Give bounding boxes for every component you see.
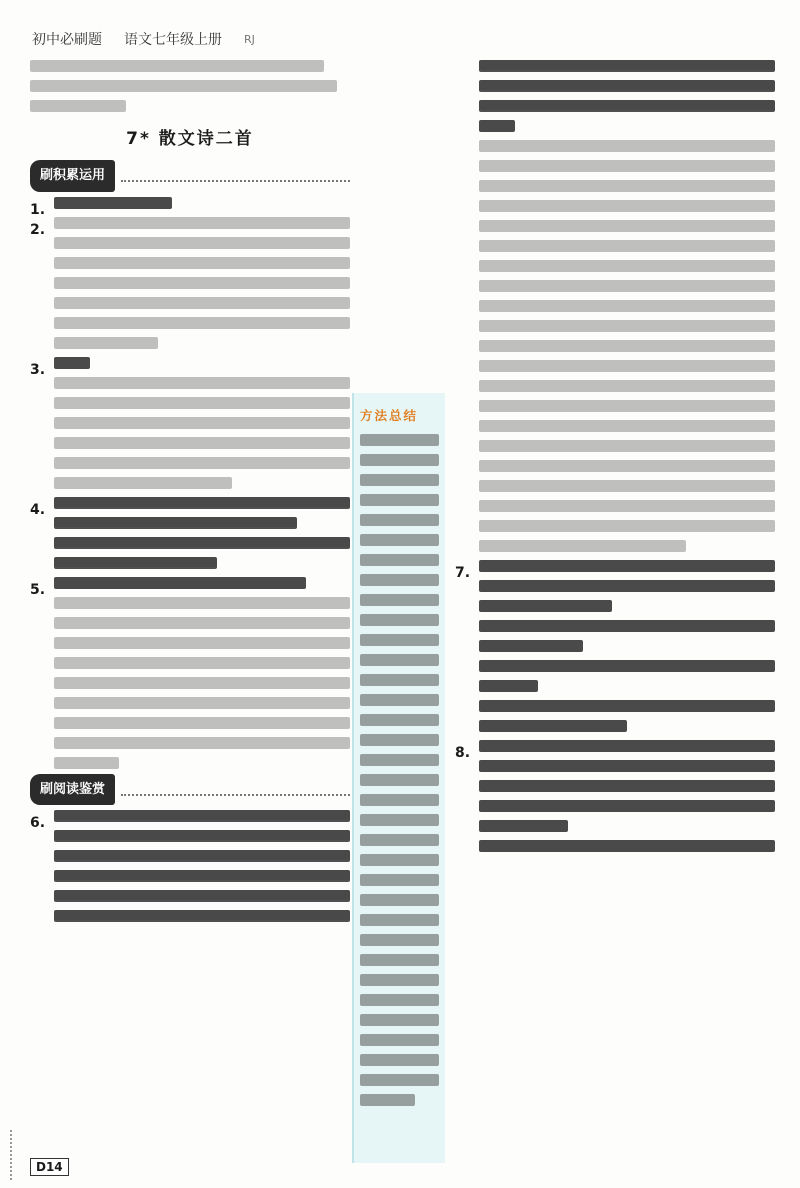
question-number: 4. bbox=[30, 501, 46, 518]
edition-tag: RJ bbox=[244, 32, 255, 46]
question-number: 5. bbox=[30, 581, 46, 598]
section-label: 刷阅读鉴赏 bbox=[30, 774, 115, 806]
page-header bbox=[32, 26, 255, 52]
section-header-reading bbox=[30, 777, 350, 803]
question-item bbox=[30, 357, 350, 489]
lesson-title: 7* 散文诗二首 bbox=[126, 128, 254, 149]
question-number: 8. bbox=[455, 744, 471, 761]
question-item bbox=[30, 577, 350, 769]
method-summary-sidebar bbox=[352, 393, 445, 1163]
book-series: 初中必刷题 bbox=[32, 32, 102, 48]
carryover-text bbox=[30, 60, 350, 112]
right-column bbox=[455, 52, 775, 860]
question-number: 2. bbox=[30, 221, 46, 238]
page-number: D14 bbox=[30, 1158, 69, 1176]
book-title: 语文七年级上册 bbox=[124, 32, 222, 48]
left-column bbox=[30, 52, 350, 930]
question-number: 6. bbox=[30, 815, 46, 831]
section-divider bbox=[121, 170, 350, 182]
question-item bbox=[30, 197, 350, 218]
question-item bbox=[30, 217, 350, 349]
question-number: 1. bbox=[30, 201, 46, 218]
question-item bbox=[455, 740, 775, 852]
question-number: 7. bbox=[455, 564, 471, 581]
section-label: 刷积累运用 bbox=[30, 160, 115, 192]
question-item bbox=[30, 497, 350, 569]
section-divider bbox=[121, 784, 350, 796]
question-item bbox=[455, 560, 775, 732]
question-number: 3. bbox=[30, 361, 46, 378]
sidebar-title: 方法总结 bbox=[360, 408, 419, 423]
section-header-accumulation bbox=[30, 163, 350, 189]
question-item bbox=[30, 810, 350, 922]
corner-decoration bbox=[10, 1130, 28, 1180]
answer-continuation bbox=[455, 60, 775, 552]
